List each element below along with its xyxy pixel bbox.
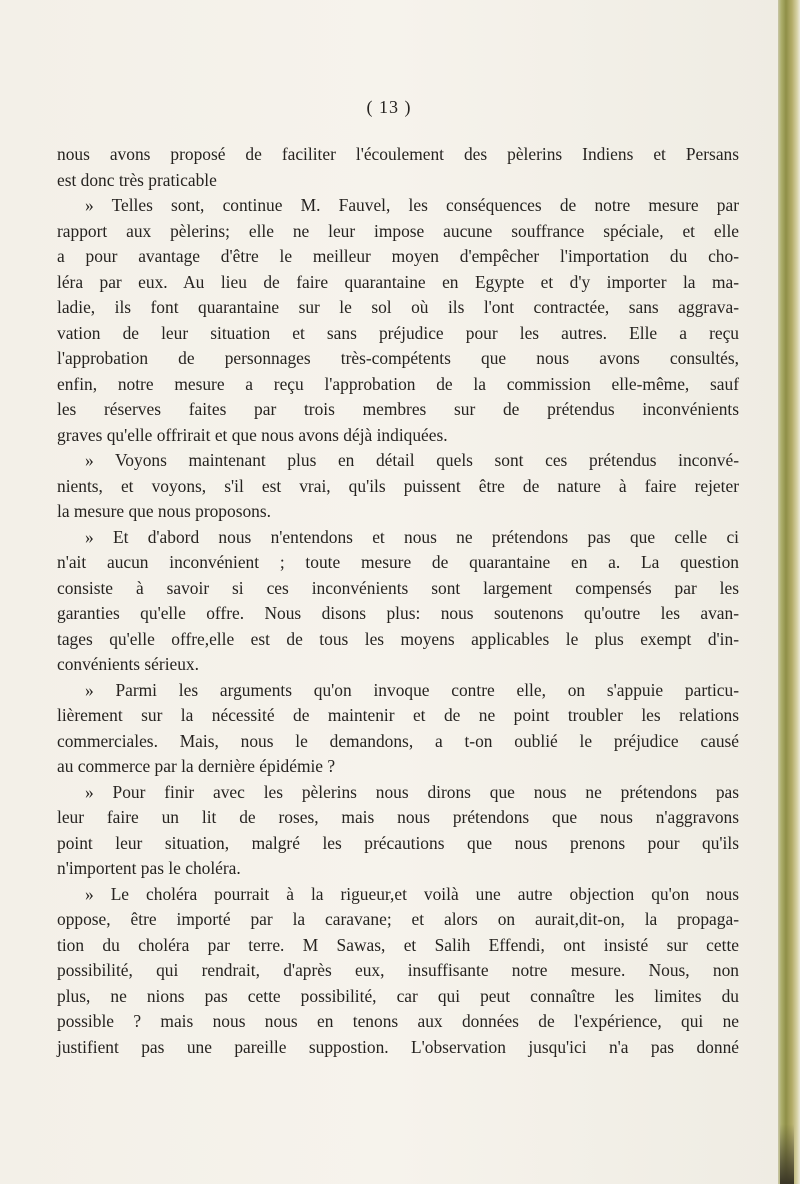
text-line: ladie, ils font quarantaine sur le sol où ils l'ont contractée, sans aggrava- [57,297,739,317]
text-line: graves qu'elle offrirait et que nous avons déjà indiquées. [57,424,448,445]
text-line: tion du choléra par terre. M Sawas, et Salih Effendi, ont insisté sur cette [57,934,739,955]
text-line: » Telles sont, continue M. Fauvel, les conséquences de notre mesure par [85,195,739,215]
text-line: l'approbation de personnages très-compétents que nous avons consultés, [57,348,739,368]
text-line: » Parmi les arguments qu'on invoque contre elle, on s'appuie particu- [85,679,739,700]
text-line: au commerce par la dernière épidémie ? [57,756,336,776]
text-line: la mesure que nous proposons. [57,501,271,521]
text-line: lièrement sur la nécessité de maintenir et de ne point troubler les relations [57,705,739,725]
text-line: point leur situation, malgré les précautions que nous prenons pour qu'ils [57,832,739,853]
text-line: les réserves faites par trois membres sur de prétendus inconvénients [57,399,739,419]
text-line: garanties qu'elle offre. Nous disons plus: nous soutenons qu'outre les avan- [57,603,739,623]
text-line: nous avons proposé de faciliter l'écoulement des pèlerins Indiens et Persans [57,144,739,164]
text-line: nients, et voyons, s'il est vrai, qu'ils puissent être de nature à faire rejeter [57,475,739,496]
text-line: convénients sérieux. [57,654,199,674]
text-line: tages qu'elle offre,elle est de tous les moyens applicables le plus exempt d'in- [57,628,739,649]
body-text [57,142,739,1060]
text-line: est donc très praticable [57,169,217,190]
text-line: » Et d'abord nous n'entendons et nous ne prétendons pas que celle ci [85,526,739,547]
text-line: leur faire un lit de roses, mais nous prétendons que nous n'aggravons [57,807,739,827]
text-line: léra par eux. Au lieu de faire quarantaine en Egypte et d'y importer la ma- [57,271,739,292]
book-edge-shadow [780,1124,794,1184]
book-edge [778,0,800,1184]
text-line: » Voyons maintenant plus en détail quels sont ces prétendus inconvé- [85,450,739,470]
text-line: vation de leur situation et sans préjudice pour les autres. Elle a reçu [57,322,739,343]
text-line: possible ? mais nous nous en tenons aux données de l'expérience, qui ne [57,1011,739,1031]
page-number: ( 13 ) [366,97,412,117]
text-line: » Pour finir avec les pèlerins nous dirons que nous ne prétendons pas [85,781,739,802]
text-line: consiste à savoir si ces inconvénients sont largement compensés par les [57,577,739,598]
text-line: rapport aux pèlerins; elle ne leur impose aucune souffrance spéciale, et elle [57,220,739,241]
text-line: plus, ne nions pas cette possibilité, car qui peut connaître les limites du [57,985,739,1006]
text-line: possibilité, qui rendrait, d'après eux, insuffisante notre mesure. Nous, non [57,960,739,980]
text-line: oppose, être importé par la caravane; et alors on aurait,dit-on, la propaga- [57,909,739,929]
text-line: » Le choléra pourrait à la rigueur,et voilà une autre objection qu'on nous [85,883,739,904]
text-line: n'ait aucun inconvénient ; toute mesure de quarantaine en a. La question [57,552,739,572]
text-line: n'importent pas le choléra. [57,858,241,878]
text-line: a pour avantage d'être le meilleur moyen d'empêcher l'importation du cho- [57,246,739,266]
text-line: justifient pas une pareille suppostion. L'observation jusqu'ici n'a pas donné [57,1036,739,1057]
text-line: enfin, notre mesure a reçu l'approbation de la commission elle-même, sauf [57,373,739,394]
text-line: commerciales. Mais, nous le demandons, a t-on oublié le préjudice causé [57,730,739,751]
